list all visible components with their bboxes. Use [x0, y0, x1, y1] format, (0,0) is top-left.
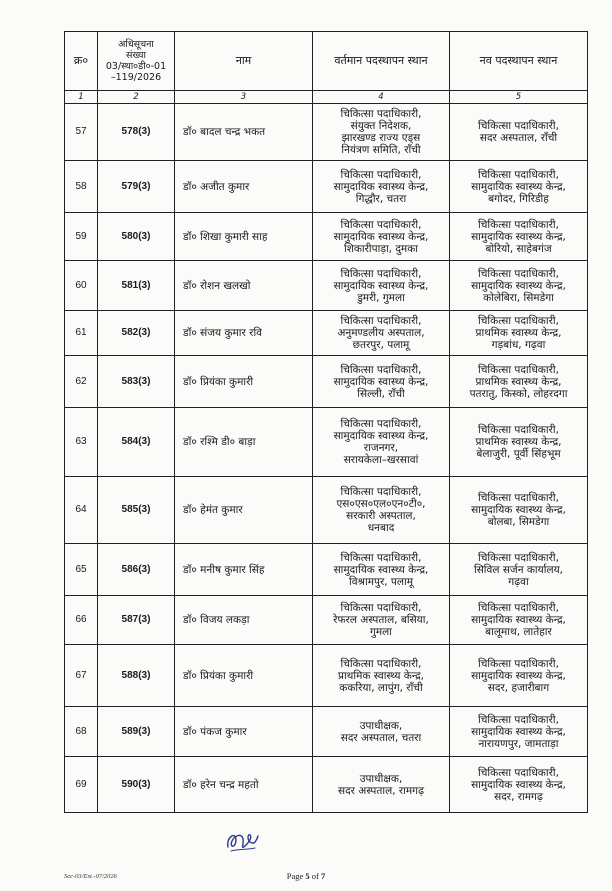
current-posting-line: सदर अस्पताल, चतरा	[340, 731, 422, 744]
table-body	[65, 104, 588, 813]
table-row	[65, 645, 588, 707]
notification-number-cell: 584(3)	[98, 408, 175, 477]
current-posting-line: चिकित्सा पदाधिकारी,	[340, 108, 422, 120]
current-posting-line: सामुदायिक स्वास्थ्य केन्द्र,	[333, 375, 429, 388]
current-posting-line: सामुदायिक स्वास्थ्य केन्द्र,	[333, 230, 429, 243]
current-posting-line: चिकित्सा पदाधिकारी,	[340, 363, 422, 376]
new-posting-line: चिकित्सा पदाधिकारी,	[478, 267, 559, 280]
new-posting-line: सामुदायिक स्वास्थ्य केन्द्र,	[471, 725, 566, 738]
officer-name-cell: डॉ० विजय लकड़ा	[175, 596, 313, 645]
new-posting-line: चिकित्सा पदाधिकारी,	[478, 766, 559, 779]
serial-number-cell: 62	[65, 356, 98, 408]
new-posting-line: सदर, रामगढ़	[494, 790, 543, 803]
table-row	[65, 477, 588, 544]
officer-name-cell: डॉ० अजीत कुमार	[175, 161, 313, 213]
current-posting-line: चिकित्सा पदाधिकारी,	[340, 657, 422, 670]
current-posting-line: प्राथमिक स्वास्थ्य केन्द्र,	[337, 669, 425, 682]
new-posting-line: नारायणपुर, जामताड़ा	[478, 737, 559, 750]
serial-number-cell: 61	[65, 311, 98, 356]
new-posting-cell	[450, 104, 588, 161]
table-row	[65, 596, 588, 645]
column-number: 4	[313, 91, 450, 104]
new-posting-cell	[450, 261, 588, 311]
new-posting-line: पतरातु, किस्को, लोहरदगा	[469, 387, 568, 400]
new-posting-line: सामुदायिक स्वास्थ्य केन्द्र,	[471, 669, 566, 682]
current-posting-header: वर्तमान पदस्थापन स्थान	[313, 32, 450, 91]
current-posting-cell	[313, 356, 450, 408]
new-posting-line: प्राथमिक स्वास्थ्य केन्द्र,	[475, 327, 562, 339]
table-row	[65, 356, 588, 408]
table-row	[65, 544, 588, 596]
table-row	[65, 161, 588, 213]
new-posting-line: सामुदायिक स्वास्थ्य केन्द्र,	[471, 614, 566, 626]
current-posting-line: गुमला	[369, 626, 393, 638]
serial-number-cell: 60	[65, 261, 98, 311]
serial-number-cell: 66	[65, 596, 98, 645]
new-posting-line: बेलाजुरी, पूर्वी सिंहभूम	[476, 448, 561, 460]
current-posting-line: सरायकेला–खरसावां	[343, 454, 419, 466]
current-posting-line: चिकित्सा पदाधिकारी,	[340, 315, 422, 327]
current-posting-line: एस०एस०एल०एन०टी०,	[336, 498, 426, 510]
serial-number-cell: 69	[65, 757, 98, 813]
notification-number-cell: 582(3)	[98, 311, 175, 356]
new-posting-line: गड़बांध, गढ़वा	[491, 339, 546, 351]
table-row	[65, 707, 588, 757]
new-posting-line: सदर अस्पताल, राँची	[479, 132, 558, 144]
new-posting-line: चिकित्सा पदाधिकारी,	[478, 551, 559, 564]
serial-number-cell: 63	[65, 408, 98, 477]
posting-table	[64, 31, 588, 813]
new-posting-line: चिकित्सा पदाधिकारी,	[478, 492, 559, 504]
serial-header: क्र०	[65, 32, 98, 91]
new-posting-cell	[450, 356, 588, 408]
officer-name-cell: डॉ० हेमंत कुमार	[175, 477, 313, 544]
current-posting-line: सामुदायिक स्वास्थ्य केन्द्र,	[333, 180, 429, 193]
current-posting-line: उपाधीक्षक,	[359, 772, 403, 785]
page-current: 5	[305, 871, 310, 881]
current-posting-line: सामुदायिक स्वास्थ्य केन्द्र,	[333, 563, 429, 576]
new-posting-cell	[450, 213, 588, 261]
current-posting-line: अनुमण्डलीय अस्पताल,	[337, 327, 425, 339]
officer-name-cell: डॉ० मनीष कुमार सिंह	[175, 544, 313, 596]
new-posting-cell	[450, 757, 588, 813]
notification-header-l1: अधिसूचना	[118, 39, 154, 50]
table-row	[65, 261, 588, 311]
current-posting-cell	[313, 261, 450, 311]
current-posting-line: सामुदायिक स्वास्थ्य केन्द्र,	[333, 430, 429, 442]
notification-number-cell: 587(3)	[98, 596, 175, 645]
column-number: 2	[98, 91, 175, 104]
new-posting-cell	[450, 408, 588, 477]
officer-name-cell: डॉ० बादल चन्द्र भकत	[175, 104, 313, 161]
new-posting-line: चिकित्सा पदाधिकारी,	[478, 363, 559, 376]
column-number: 5	[450, 91, 588, 104]
table-row	[65, 213, 588, 261]
new-posting-line: सामुदायिक स्वास्थ्य केन्द्र,	[471, 279, 566, 292]
current-posting-cell	[313, 596, 450, 645]
officer-name-cell: डॉ० प्रियंका कुमारी	[175, 645, 313, 707]
officer-name-cell: डॉ० शिखा कुमारी साह	[175, 213, 313, 261]
new-posting-line: बोरियो, साहेबगंज	[485, 242, 552, 255]
new-posting-line: सामुदायिक स्वास्थ्य केन्द्र,	[471, 778, 566, 791]
officer-name-cell: डॉ० संजय कुमार रवि	[175, 311, 313, 356]
new-posting-cell	[450, 544, 588, 596]
current-posting-cell	[313, 477, 450, 544]
serial-number-cell: 57	[65, 104, 98, 161]
new-posting-line: चिकित्सा पदाधिकारी,	[478, 218, 559, 231]
current-posting-line: राजनगर,	[363, 442, 399, 454]
column-number: 1	[65, 91, 98, 104]
current-posting-line: छतरपुर, पलामू	[352, 339, 410, 351]
current-posting-line: चिकित्सा पदाधिकारी,	[340, 418, 422, 430]
serial-number-cell: 64	[65, 477, 98, 544]
new-posting-line: चिकित्सा पदाधिकारी,	[478, 602, 559, 614]
notification-number-cell: 580(3)	[98, 213, 175, 261]
notification-number-cell: 579(3)	[98, 161, 175, 213]
notification-header-l4: –119/2026	[110, 72, 162, 83]
officer-name-cell: डॉ० रोशन खलखो	[175, 261, 313, 311]
current-posting-line: सामुदायिक स्वास्थ्य केन्द्र,	[333, 279, 429, 292]
table-row	[65, 104, 588, 161]
column-number-row	[65, 91, 588, 104]
notification-header-l2: संख्या	[126, 50, 146, 61]
table-row	[65, 311, 588, 356]
notification-number-cell: 588(3)	[98, 645, 175, 707]
new-posting-cell	[450, 311, 588, 356]
officer-name-cell: डॉ० हरेन चन्द्र महतो	[175, 757, 313, 813]
notification-number-cell: 589(3)	[98, 707, 175, 757]
notification-number-cell: 583(3)	[98, 356, 175, 408]
page-label: Page	[286, 871, 306, 881]
current-posting-cell	[313, 311, 450, 356]
current-posting-line: सिल्ली, राँची	[357, 387, 405, 400]
current-posting-line: सदर अस्पताल, रामगढ़	[338, 784, 424, 797]
new-posting-line: चिकित्सा पदाधिकारी,	[478, 315, 559, 327]
current-posting-line: उपाधीक्षक,	[359, 719, 403, 732]
serial-number-cell: 59	[65, 213, 98, 261]
current-posting-line: चिकित्सा पदाधिकारी,	[340, 602, 422, 614]
new-posting-line: सामुदायिक स्वास्थ्य केन्द्र,	[471, 230, 566, 243]
new-posting-line: सामुदायिक स्वास्थ्य केन्द्र,	[471, 180, 566, 193]
new-posting-cell	[450, 161, 588, 213]
table-row	[65, 757, 588, 813]
new-posting-line: बोलबा, सिमडेगा	[487, 516, 550, 528]
current-posting-line: रेफरल अस्पताल, बसिया,	[333, 614, 429, 626]
current-posting-line: चिकित्सा पदाधिकारी,	[340, 486, 422, 498]
new-posting-line: कोलेबिरा, सिमडेगा	[483, 291, 554, 304]
current-posting-cell	[313, 213, 450, 261]
current-posting-cell	[313, 707, 450, 757]
serial-number-cell: 67	[65, 645, 98, 707]
notification-number-cell: 578(3)	[98, 104, 175, 161]
new-posting-line: सामुदायिक स्वास्थ्य केन्द्र,	[471, 504, 566, 516]
serial-number-cell: 68	[65, 707, 98, 757]
new-posting-cell	[450, 477, 588, 544]
page-number	[0, 871, 612, 881]
notification-number-cell: 590(3)	[98, 757, 175, 813]
current-posting-cell	[313, 544, 450, 596]
document-reference: Sec-03/Est.-07/2026	[64, 873, 117, 880]
current-posting-line: ककरिया, लापुंग, राँची	[339, 681, 423, 694]
page-of-label: of	[309, 871, 321, 881]
current-posting-line: डुमरी, गुमला	[357, 291, 405, 304]
header-row	[65, 32, 588, 91]
new-posting-line: चिकित्सा पदाधिकारी,	[478, 424, 559, 436]
officer-name-cell: डॉ० पंकज कुमार	[175, 707, 313, 757]
column-number: 3	[175, 91, 313, 104]
notification-number-cell: 586(3)	[98, 544, 175, 596]
current-posting-cell	[313, 757, 450, 813]
new-posting-cell	[450, 596, 588, 645]
new-posting-line: बगोदर, गिरिडीह	[488, 192, 549, 205]
notification-header	[98, 32, 175, 91]
new-posting-cell	[450, 645, 588, 707]
current-posting-line: शिकारीपाड़ा, दुमका	[344, 242, 418, 255]
current-posting-line: चिकित्सा पदाधिकारी,	[340, 551, 422, 564]
new-posting-line: सदर, हजारीबाग	[487, 681, 550, 694]
new-posting-line: चिकित्सा पदाधिकारी,	[478, 168, 559, 181]
current-posting-line: गिद्धौर, चतरा	[355, 192, 407, 205]
current-posting-line: चिकित्सा पदाधिकारी,	[340, 168, 422, 181]
current-posting-line: नियंत्रण समिति, राँची	[341, 144, 421, 156]
new-posting-line: चिकित्सा पदाधिकारी,	[478, 713, 559, 726]
handwritten-signature	[222, 823, 262, 857]
new-posting-line: गढ़वा	[508, 575, 529, 588]
name-header: नाम	[175, 32, 313, 91]
new-posting-line: चिकित्सा पदाधिकारी,	[478, 657, 559, 670]
new-posting-header: नव पदस्थापन स्थान	[450, 32, 588, 91]
notification-header-l3: 03/स्था०डी०-01	[105, 61, 167, 72]
current-posting-line: विश्रामपुर, पलामू	[348, 575, 413, 588]
current-posting-line: चिकित्सा पदाधिकारी,	[340, 267, 422, 280]
notification-number-cell: 585(3)	[98, 477, 175, 544]
new-posting-line: चिकित्सा पदाधिकारी,	[478, 120, 559, 132]
current-posting-cell	[313, 645, 450, 707]
current-posting-cell	[313, 161, 450, 213]
serial-number-cell: 65	[65, 544, 98, 596]
new-posting-line: सिविल सर्जन कार्यालय,	[473, 563, 564, 576]
officer-name-cell: डॉ० रश्मि डी० बाड़ा	[175, 408, 313, 477]
new-posting-line: प्राथमिक स्वास्थ्य केन्द्र,	[475, 375, 562, 388]
new-posting-line: बालूमाथ, लातेहार	[485, 626, 552, 638]
new-posting-line: प्राथमिक स्वास्थ्य केन्द्र,	[475, 436, 562, 448]
current-posting-cell	[313, 104, 450, 161]
current-posting-line: धनबाद	[367, 522, 395, 534]
officer-name-cell: डॉ० प्रियंका कुमारी	[175, 356, 313, 408]
current-posting-line: झारखण्ड राज्य एड्स	[341, 132, 421, 144]
serial-number-cell: 58	[65, 161, 98, 213]
notification-number-cell: 581(3)	[98, 261, 175, 311]
page-total: 7	[321, 871, 326, 881]
new-posting-cell	[450, 707, 588, 757]
current-posting-cell	[313, 408, 450, 477]
table-row	[65, 408, 588, 477]
current-posting-line: संयुक्त निदेशक,	[350, 120, 412, 132]
current-posting-line: सरकारी अस्पताल,	[346, 510, 416, 522]
current-posting-line: चिकित्सा पदाधिकारी,	[340, 218, 422, 231]
